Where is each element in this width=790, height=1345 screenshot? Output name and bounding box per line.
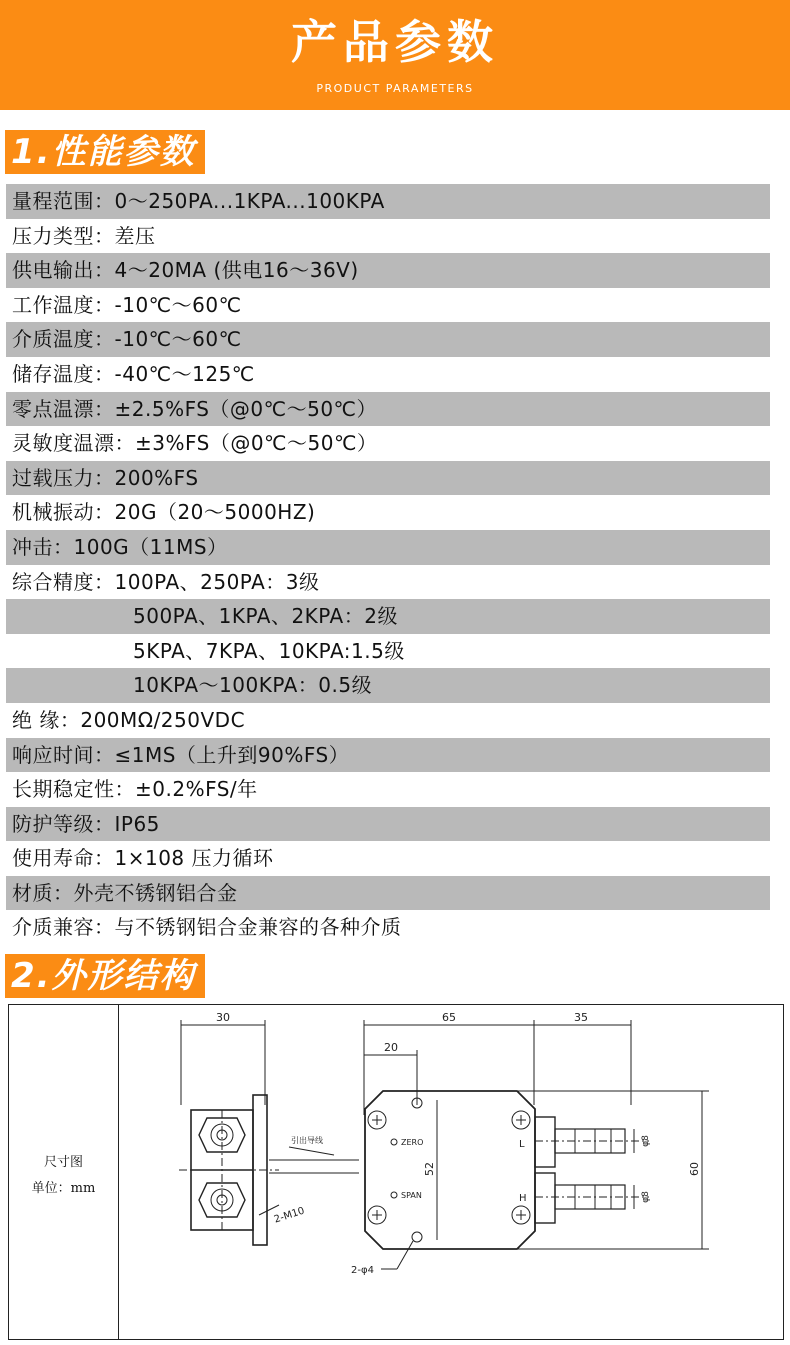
dim-text-phi8-bottom: φ8 xyxy=(641,1191,651,1203)
span-pot xyxy=(391,1192,397,1198)
drawing-label-title: 尺寸图 xyxy=(43,1155,83,1170)
spec-row: 灵敏度温漂：±3%FS（@0℃～50℃） xyxy=(12,431,378,456)
spec-row: 冲击：100G（11MS） xyxy=(6,530,770,565)
spec-row: 供电输出：4～20MA (供电16～36V) xyxy=(6,253,770,288)
dim-text-20: 20 xyxy=(384,1041,398,1054)
spec-row: 工作温度：-10℃～60℃ xyxy=(12,292,242,317)
dim-text-30: 30 xyxy=(216,1011,230,1024)
page-subtitle: PRODUCT PARAMETERS xyxy=(316,82,474,95)
drawing-label-unit: 单位：mm xyxy=(31,1181,96,1196)
section-title-structure: 2.外形结构 xyxy=(5,954,205,998)
spec-row: 零点温漂：±2.5%FS（@0℃～50℃） xyxy=(6,392,770,427)
dim-text-60: 60 xyxy=(688,1162,701,1176)
spec-row: 储存温度：-40℃～125℃ xyxy=(12,361,255,386)
spec-row: 5KPA、7KPA、10KPA:1.5级 xyxy=(133,638,405,663)
spec-row: 介质兼容：与不锈钢铝合金兼容的各种介质 xyxy=(12,915,402,940)
header-banner xyxy=(0,0,790,110)
spec-row: 介质温度：-10℃～60℃ xyxy=(6,322,770,357)
spec-row: 使用寿命：1×108 压力循环 xyxy=(12,846,274,871)
port-l-nut xyxy=(535,1117,555,1167)
spec-row: 机械振动：20G（20～5000HZ) xyxy=(12,500,316,525)
section-title-performance: 1.性能参数 xyxy=(5,130,205,174)
spec-list xyxy=(6,184,770,945)
dim-text-52: 52 xyxy=(423,1162,436,1176)
spec-row: 防护等级：IP65 xyxy=(6,807,770,842)
spec-row: 长期稳定性：±0.2%FS/年 xyxy=(12,777,258,802)
leader-line-phi4-diagonal xyxy=(397,1241,413,1269)
spec-row: 绝 缘：200MΩ/250VDC xyxy=(12,707,246,732)
label-port-h: H xyxy=(519,1193,527,1204)
dimension-drawing-panel xyxy=(8,1004,784,1340)
dim-text-phi8-top: φ8 xyxy=(641,1135,651,1147)
spec-row: 响应时间：≤1MS（上升到90%FS） xyxy=(6,738,770,773)
spec-row: 综合精度：100PA、250PA：3级 xyxy=(12,569,320,594)
zero-pot xyxy=(391,1139,397,1145)
leader-line xyxy=(289,1147,334,1155)
spec-row: 压力类型：差压 xyxy=(12,223,156,248)
page-title: 产品参数 xyxy=(291,15,499,69)
spec-row: 过载压力：200%FS xyxy=(6,461,770,496)
spec-row: 量程范围：0～250PA...1KPA...100KPA xyxy=(6,184,770,219)
label-span: SPAN xyxy=(401,1191,422,1200)
spec-row: 10KPA～100KPA：0.5级 xyxy=(6,668,770,703)
front-body xyxy=(365,1091,535,1249)
label-phi4: 2-φ4 xyxy=(351,1265,374,1276)
label-zero: ZERO xyxy=(401,1138,424,1147)
label-port-l: L xyxy=(519,1139,525,1150)
label-m10: 2-M10 xyxy=(272,1205,306,1226)
mount-hole-bottom xyxy=(412,1232,422,1242)
dim-text-65: 65 xyxy=(442,1011,456,1024)
label-lead-wire: 引出导线 xyxy=(291,1136,323,1145)
port-h-nut xyxy=(535,1173,555,1223)
technical-drawing xyxy=(119,1005,783,1339)
dim-text-35: 35 xyxy=(574,1011,588,1024)
spec-row: 500PA、1KPA、2KPA：2级 xyxy=(6,599,770,634)
spec-row: 材质：外壳不锈钢铝合金 xyxy=(6,876,770,911)
